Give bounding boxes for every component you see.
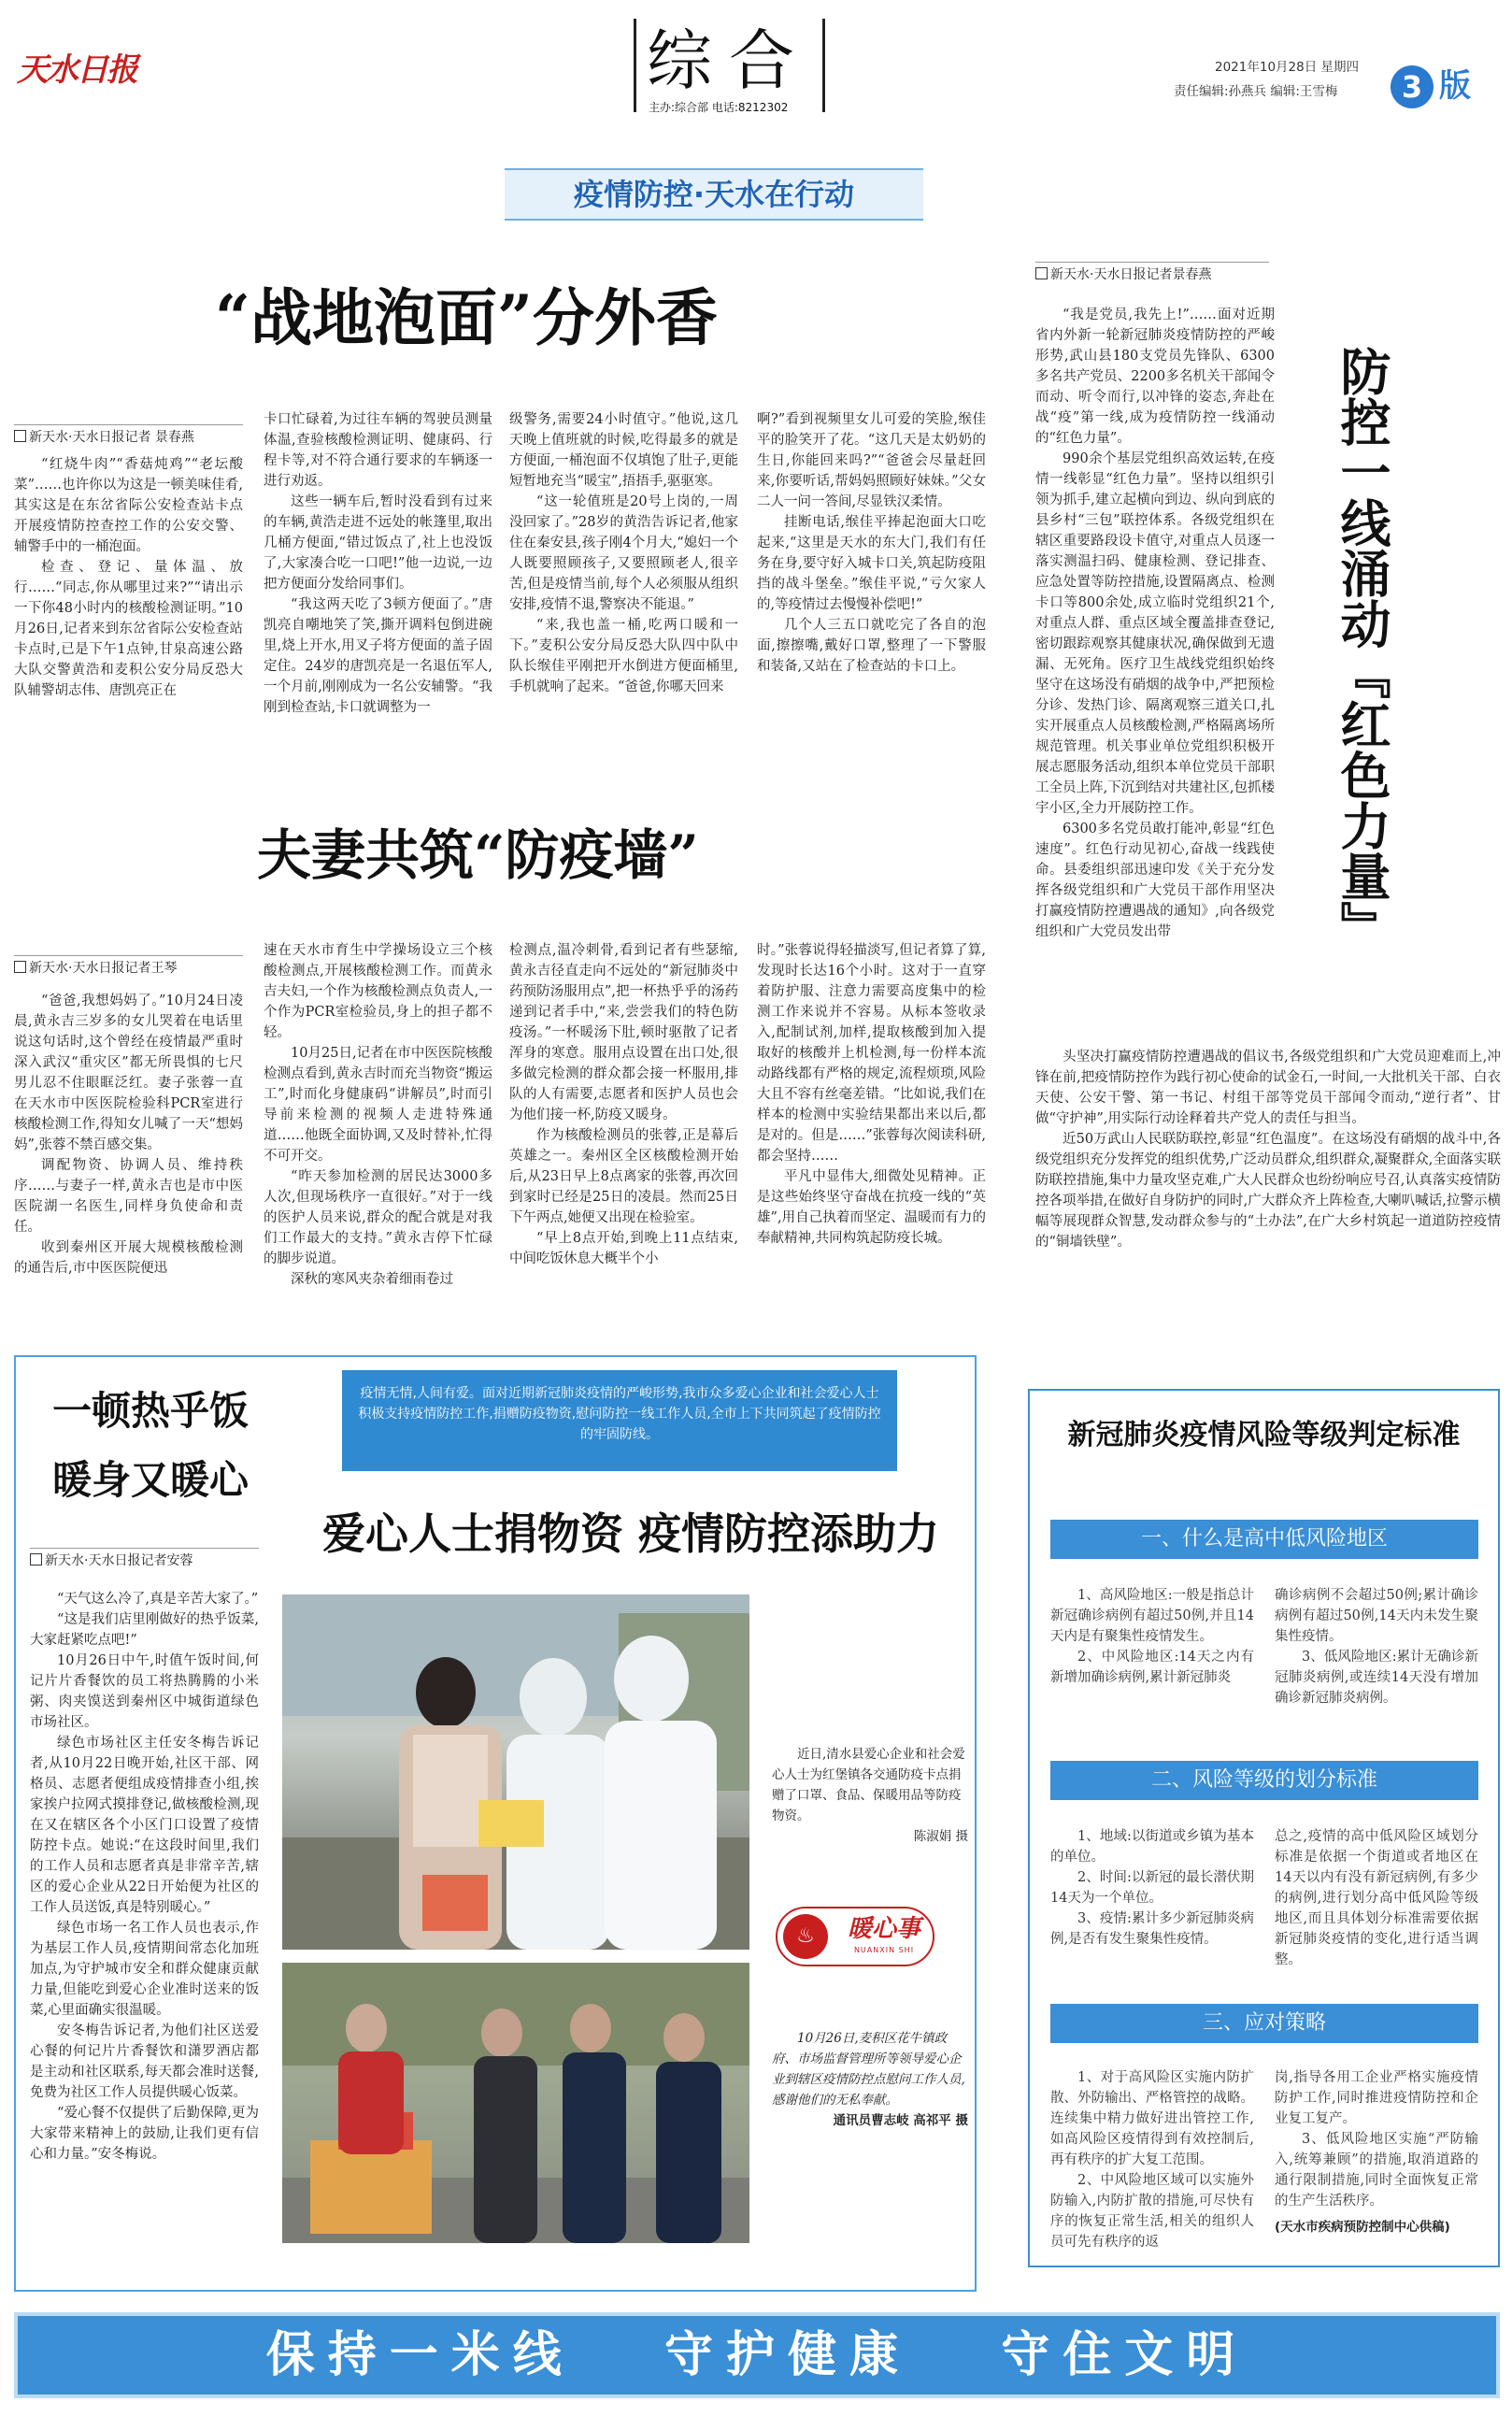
paragraph: 挂断电话,缑佳平捧起泡面大口吃起来,“这里是天水的东大门,我们有任务在身,要守好入城卡口关,筑起防疫阻挡的战斗堡垒。”缑佳平说,“亏欠家人的,等疫情过去慢慢补偿吧!” — [757, 515, 986, 612]
article2-col4 — [757, 940, 986, 1346]
article4-headline-line2: 暖身又暖心 — [52, 1457, 250, 1503]
paragraph: 几个人三五口就吃完了各自的泡面,擦擦嘴,戴好口罩,整理了一下警服和装备,又站在了检查站的卡口上。 — [757, 618, 986, 674]
paragraph: “这一轮值班是20号上岗的,一周没回家了。”28岁的黄浩告诉记者,他家住在秦安县,孩子刚4个月大,“媳妇一个人既要照顾孩子,又要照顾老人,很辛苦,但是疫情当前,每个人必须服从组织安排,疫情不退,警察决不能退。” — [509, 494, 738, 612]
risk-section3-header: 三、应对策略 — [1050, 2004, 1478, 2043]
paragraph: 作为核酸检测员的张蓉,正是幕后英雄之一。秦州区全区核酸检测开始后,从23日早上8点离家的张蓉,再次回到家时已经是25日的凌晨。然而25日下午两点,她便又出现在检验室。 — [509, 1128, 738, 1225]
page-suffix: 版 — [1439, 67, 1471, 105]
article2-byline: 新天水·天水日报记者王琴 — [14, 959, 243, 978]
paragraph: 近50万武山人民联防联控,彰显“红色温度”。在这场没有硝烟的战斗中,各级党组织充分发挥党的组织优势,广泛动员群众,组织群众,凝聚群众,全面落实联防联控措施,集中力量攻坚克难,广大人民群众也纷纷响应号召,认真落实疫情防控各项举措,在做好自身防护的同时,广大群众齐上阵检查,大喇叭喊话,拉警示横幅等展现群众智慧,发动群众参与的“土办法”,在广大乡村筑起一道道防控疫情的“铜墙铁壁”。 — [1035, 1132, 1501, 1250]
warm-story-stamp — [776, 1907, 934, 1966]
article5-headline: 爱心人士捐物资 疫情防控添助力 — [322, 1508, 940, 1559]
masthead — [0, 0, 1512, 117]
paragraph: “昨天参加检测的居民达3000多人次,但现场秩序一直很好。”对于一线的医护人员来说,群众的配合就是对我们工作最大的支持。”黄永吉停下忙碌的脚步说道。 — [264, 1169, 492, 1266]
section-title: 综合 — [647, 22, 811, 99]
paragraph: “早上8点开始,到晚上11点结束,中间吃饭休息大概半个小 — [509, 1231, 738, 1266]
risk-section3-col1 — [1050, 2067, 1254, 2254]
article1-col1 — [14, 454, 243, 763]
paragraph: 2、时间:以新冠的最长潜伏期14天为一个单位。 — [1050, 1870, 1254, 1906]
paragraph: “我这两天吃了3顿方便面了。”唐凯亮自嘲地笑了笑,撕开调料包倒进碗里,烧上开水,用叉子将方便面的盖子固定住。24岁的唐凯亮是一名退伍军人,一个月前,刚刚成为一名公安辅警。“我刚到检查站,卡口就调整为一 — [264, 597, 492, 715]
paragraph: “我是党员,我先上!”……面对近期省内外新一轮新冠肺炎疫情防控的严峻形势,武山县180支党员先锋队、6300多名共产党员、2200多名机关干部闻令而动、听令而行,以冲锋的姿态,奔赴在战“疫”第一线,成为疫情防控一线涌动的“红色力量”。 — [1035, 307, 1275, 446]
risk-section1-col1 — [1050, 1585, 1254, 1723]
article4-byline-rule — [30, 1548, 259, 1549]
issue-date: 2021年10月28日 星期四 — [1215, 60, 1360, 75]
paragraph: 3、疫情:累计多少新冠肺炎病例,是否有发生聚集性疫情。 — [1050, 1911, 1254, 1947]
paragraph: 990余个基层党组织高效运转,在疫情一线彰显“红色力量”。坚持以组织引领为抓手,建立起横向到边、纵向到底的县乡村“三包”联控体系。各级党组织在辖区重要路段设卡值守,对重点人员逐一落实测温扫码、健康检测、登记排查、应急处置等防控措施,设置隔离点、检测卡口等800余处,成立临时党组织21个,对重点人群、重点区域全覆盖排查登记,密切跟踪观察其健康状况,确保做到无遗漏、无死角。医疗卫生战线党组织始终坚守在这场没有硝烟的战争中,严把预检分诊、发热门诊、隔离观察三道关口,扎实开展重点人员核酸检测,严格隔离场所规范管理。机关事业单位党组织积极开展志愿服务活动,组织本单位党员干部职工全员上阵,下沉到结对共建社区,包抓楼宇小区,全力开展防控工作。 — [1035, 451, 1275, 816]
paragraph: 速在天水市育生中学操场设立三个核酸检测点,开展核酸检测工作。而黄永吉夫妇,一个作为核酸检测点负责人,一个作为PCR室检验员,身上的担子都不轻。 — [264, 943, 492, 1040]
paragraph: “红烧牛肉”“香菇炖鸡”“老坛酸菜”……也许你以为这是一顿美味佳肴,其实这是在东岔省际公安检查站卡点开展疫情防控查控工作的公安交警、辅警手中的一桶泡面。 — [14, 457, 243, 554]
paragraph: 绿色市场社区主任安冬梅告诉记者,从10月22日晚开始,社区干部、网格员、志愿者便组成疫情排查小组,挨家挨户拉网式摸排登记,做核酸检测,现在又在辖区各个小区门口设置了疫情防控卡点。她说:“在这段时间里,我们的工作人员和志愿者真是非常辛苦,辖区的爱心企业从22日开始便为社区的工作人员送饭,真是特别暖心。” — [30, 1736, 259, 1915]
paragraph: “这是我们店里刚做好的热乎饭菜,大家赶紧吃点吧!” — [30, 1612, 259, 1648]
article4-text — [30, 1589, 259, 2273]
risk-section2-col2 — [1275, 1826, 1478, 1976]
photo1-credit: 陈淑娟 摄 — [913, 1829, 968, 1844]
article1-col2 — [264, 409, 492, 761]
risk-section2-col1 — [1050, 1826, 1254, 1976]
paragraph: 头坚决打赢疫情防控遭遇战的倡议书,各级党组织和广大党员迎难而上,冲锋在前,把疫情防控作为践行初心使命的试金石,一时间,一大批机关干部、白衣天使、公安干警、第一书记、村组干部等党员干部闻令而动,“逆行者”、甘做“守护神”,用实际行动诠释着共产党人的责任与担当。 — [1035, 1050, 1501, 1126]
paragraph: 深秋的寒风夹杂着细雨卷过 — [291, 1272, 453, 1287]
stamp-title: 暖心事 — [847, 1915, 920, 1943]
paragraph: 10月25日,记者在市中医医院核酸检测点看到,黄永吉时而充当物资“搬运工”,时而化身健康码“讲解员”,时而引导前来检测的视频人走进特殊通道……他既全面协调,又及时替补,忙得不可开交。 — [264, 1046, 492, 1164]
paragraph: “来,我也盖一桶,吃两口暖和一下。”麦积公安分局反恐大队四中队中队长缑佳平刚把开水倒进方便面桶里,手机就响了起来。“爸爸,你哪天回来 — [509, 618, 738, 694]
footer-slogan-bar — [14, 2312, 1500, 2398]
article1-headline: “战地泡面”分外香 — [215, 281, 718, 354]
stamp-subtitle: NUANXIN SHI — [853, 1946, 915, 1954]
risk-box-title: 新冠肺炎疫情风险等级判定标准 — [1067, 1419, 1461, 1451]
photo2-caption: 10月26日,麦积区花牛镇政府、市场监督管理所等领导爱心企业到辖区疫情防控点慰问工作人员,感谢他们的无私奉献。 — [772, 2031, 965, 2108]
photo2-illustration — [282, 1963, 749, 2243]
paragraph: 卡口忙碌着,为过往车辆的驾驶员测量体温,查验核酸检测证明、健康码、行程卡等,对不符合通行要求的车辆逐一进行劝返。 — [264, 412, 492, 489]
paragraph: 检查、登记、量体温、放行……“同志,你从哪里过来?”“请出示一下你48小时内的核酸检测证明。”10月26日,记者来到东岔省际公安检查站卡点时,已是下午1点钟,甘泉高速公路大队交警黄浩和麦积公安分局反恐大队辅警胡志伟、唐凯亮正在 — [14, 560, 243, 698]
paragraph: 级警务,需要24小时值守。”他说,这几天晚上值班就的时候,吃得最多的就是方便面,一桶泡面不仅填饱了肚子,更能短暂地充当“暖宝”,捂捂手,驱驱寒。 — [509, 412, 738, 489]
paragraph: 6300多名党员敢打能冲,彰显“红色速度”。红色行动见初心,奋战一线践使命。县委组织部迅速印发《关于充分发挥各级党组织和广大党员干部作用坚决打赢疫情防控遭遇战的通知》,向各级党组织和广大党员发出带 — [1035, 822, 1275, 939]
issue-editors: 责任编辑:孙燕兵 编辑:王雪梅 — [1174, 84, 1338, 99]
paragraph: “爱心餐不仅提供了后勤保障,更为大家带来精神上的鼓励,让我们更有信心和力量。”安冬梅说。 — [30, 2106, 259, 2162]
paragraph: 检测点,温冷刺骨,看到记者有些瑟缩,黄永吉径直走向不远处的“新冠肺炎中药预防汤服用点”,把一杯热乎乎的汤药递到记者手中,“来,尝尝我们的特色防疫汤。”一杯暖汤下肚,顿时驱散了记者浑身的寒意。服用点设置在出口处,很多做完检测的群众都会接一杯服用,排队的人有需要,志愿者和医护人员也会为他们接一杯,防疫又暖身。 — [509, 943, 738, 1122]
sponsor-line: 主办:综合部 电话:8212302 — [649, 101, 789, 114]
paragraph: 岗,指导各用工企业严格实施疫情防护工作,同时推进疫情防控和企业复工复产。 — [1275, 2070, 1478, 2126]
paragraph: 这些一辆车后,暂时没看到有过来的车辆,黄浩走进不远处的帐篷里,取出几桶方便面,“错过饭点了,社上也没饭了,大家凑合吃一口吧!”他一边说,一边把方便面分发给同事们。 — [264, 494, 492, 592]
paragraph: 10月26日中午,时值午饭时间,何记片片香餐饮的员工将热腾腾的小米粥、肉夹馍送到秦州区中城街道绿色市场社区。 — [30, 1653, 259, 1730]
stamp-icon: ♨ — [783, 1914, 828, 1959]
article3-byline-rule — [1035, 262, 1269, 263]
article4-headline-line1: 一顿热乎饭 — [52, 1388, 250, 1434]
article2-col2 — [264, 940, 492, 1346]
article4-byline: 新天水·天水日报记者安蓉 — [30, 1551, 259, 1570]
photo1-illustration — [282, 1594, 749, 1950]
paragraph: 绿色市场一名工作人员也表示,作为基层工作人员,疫情期间常态化加班加点,为守护城市安全和群众健康贡献力量,但能吃到爱心企业准时送来的饭菜,心里面确实很温暖。 — [30, 1921, 259, 2018]
photo1-caption: 近日,清水县爱心企业和社会爱心人士为红堡镇各交通防疫卡点捐赠了口罩、食品、保暖用品等防疫物资。 — [772, 1747, 965, 1823]
article1-col3 — [509, 409, 738, 761]
article2-col3 — [509, 940, 738, 1346]
article2-col1 — [14, 991, 243, 1346]
masthead-divider-left — [634, 19, 636, 112]
photo2-credit: 通讯员曹志岐 高祁平 摄 — [833, 2113, 968, 2128]
risk-source: (天水市疾病预防控制中心供稿) — [1275, 2220, 1450, 2235]
article3-wide — [1035, 1047, 1501, 1344]
risk-section1-col2 — [1275, 1585, 1478, 1723]
paragraph: 安冬梅告诉记者,为他们社区送爱心餐的何记片片香餐饮和潇罗酒店都是主动和社区联系,每天都会准时送餐,免费为社区工作人员提供暖心饭菜。 — [30, 2023, 259, 2100]
paragraph: “天气这么冷了,真是辛苦大家了。” — [57, 1592, 259, 1607]
masthead-divider-right — [822, 19, 825, 112]
article5-lead-box: 疫情无情,人间有爱。面对近期新冠肺炎疫情的严峻形势,我市众多爱心企业和社会爱心人士积极支持疫情防控工作,捐赠防疫物资,慰问防控一线工作人员,全市上下共同筑起了疫情防控的牢固防线。 — [342, 1370, 897, 1471]
paragraph: 1、对于高风险区实施内防扩散、外防输出、严格管控的战略。连续集中精力做好进出管控工作,如高风险区疫情得到有效控制后,再有秩序的扩大复工范围。 — [1050, 2070, 1254, 2167]
article3-col1 — [1035, 305, 1275, 1045]
paragraph: “爸爸,我想妈妈了。”10月24日凌晨,黄永吉三岁多的女儿哭着在电话里说这句话时,这个曾经在疫情最严重时深入武汉“重灾区”都无所畏惧的七尺男儿忍不住眼眶泛红。妻子张蓉一直在天水市中医医院检验科PCR室进行核酸检测工作,得知女儿喊了一天“想妈妈”,张蓉不禁百感交集。 — [14, 994, 243, 1152]
photo-donation-checkpoint — [282, 1594, 749, 1950]
risk-section3-col2 — [1275, 2067, 1478, 2208]
photo-visit-checkpoint — [282, 1963, 749, 2243]
paper-logo: 天水日报 — [17, 51, 136, 89]
paragraph: 3、低风险地区实施“严防输入,统筹兼顾”的措施,取消道路的通行限制措施,同时全面恢复正常的生产生活秩序。 — [1275, 2132, 1478, 2209]
paragraph: 确诊病例不会超过50例;累计确诊病例有超过50例,14天内未发生聚集性疫情。 — [1275, 1588, 1478, 1644]
paragraph: 啊?”看到视频里女儿可爱的笑脸,缑佳平的脸笑开了花。“这几天是太奶奶的生日,你能回来吗?”“爸爸会尽量赶回来,你要听话,帮妈妈照顾好妹妹。”父女二人一问一答间,尽显铁汉柔情。 — [757, 412, 986, 509]
article3-byline: 新天水·天水日报记者景春燕 — [1035, 265, 1278, 284]
paragraph: 收到秦州区开展大规模核酸检测的通告后,市中医医院便迅 — [14, 1240, 243, 1276]
article1-byline-rule — [14, 424, 243, 425]
article2-byline-rule — [14, 955, 243, 956]
paragraph: 1、高风险地区:一般是指总计新冠确诊病例有超过50例,并且14天内是有聚集性疫情发生。 — [1050, 1588, 1254, 1644]
risk-section1-header: 一、什么是高中低风险地区 — [1050, 1520, 1478, 1559]
paragraph: 平凡中显伟大,细微处见精神。正是这些始终坚守奋战在抗疫一线的“英雄”,用自己执着而坚定、温暖而有力的奉献精神,共同构筑起防疫长城。 — [757, 1169, 986, 1246]
paragraph: 3、低风险地区:累计无确诊新冠肺炎病例,或连续14天没有增加确诊新冠肺炎病例。 — [1275, 1650, 1478, 1706]
page-number-badge: 3 — [1391, 65, 1434, 108]
article3-headline-vertical: 防控一线涌动『红色力量』 — [1333, 346, 1392, 951]
footer-slogan: 保持一米线 守护健康 守住文明 — [265, 2327, 1248, 2383]
article1-col4 — [757, 409, 986, 761]
paragraph: 调配物资、协调人员、维持秩序……与妻子一样,黄永吉也是市中医医院湖一名医生,同样身负使命和责任。 — [14, 1158, 243, 1235]
paragraph: 2、中风险地区域可以实施外防输入,内防扩散的措施,可尽快有序的恢复正常生活,相关的组织人员可先有秩序的返 — [1050, 2173, 1254, 2250]
paragraph: 1、地域:以街道或乡镇为基本的单位。 — [1050, 1829, 1254, 1865]
topic-banner: 疫情防控·天水在行动 — [505, 168, 923, 221]
article2-headline: 夫妻共筑“防疫墙” — [257, 823, 699, 887]
paragraph: 总之,疫情的高中低风险区域划分标准是依据一个街道或者地区在14天以内有没有新冠病例,有多少的病例,进行划分高中低风险等级地区,而且具体划分标准需要依据新冠肺炎疫情的变化,进行适当调整。 — [1275, 1829, 1478, 1967]
paragraph: 2、中风险地区:14天之内有新增加确诊病例,累计新冠肺炎 — [1050, 1650, 1254, 1685]
risk-section2-header: 二、风险等级的划分标准 — [1050, 1761, 1478, 1800]
paragraph: 时。”张蓉说得轻描淡写,但记者算了算,发现时长达16个小时。这对于一直穿着防护服、注意力需要高度集中的检测工作来说并不容易。从标本签收录入,配制试剂,加样,提取核酸到加入提取好的核酸并上机检测,每一份样本流动路线都有严格的规定,流程烦琐,风险大且不容有丝毫差错。“比如说,我们在样本的检测中实验结果都出来以后,都是对的。但是……”张蓉每次阅读科研,都会坚持…… — [757, 943, 986, 1164]
article1-byline: 新天水·天水日报记者 景春燕 — [14, 428, 243, 447]
